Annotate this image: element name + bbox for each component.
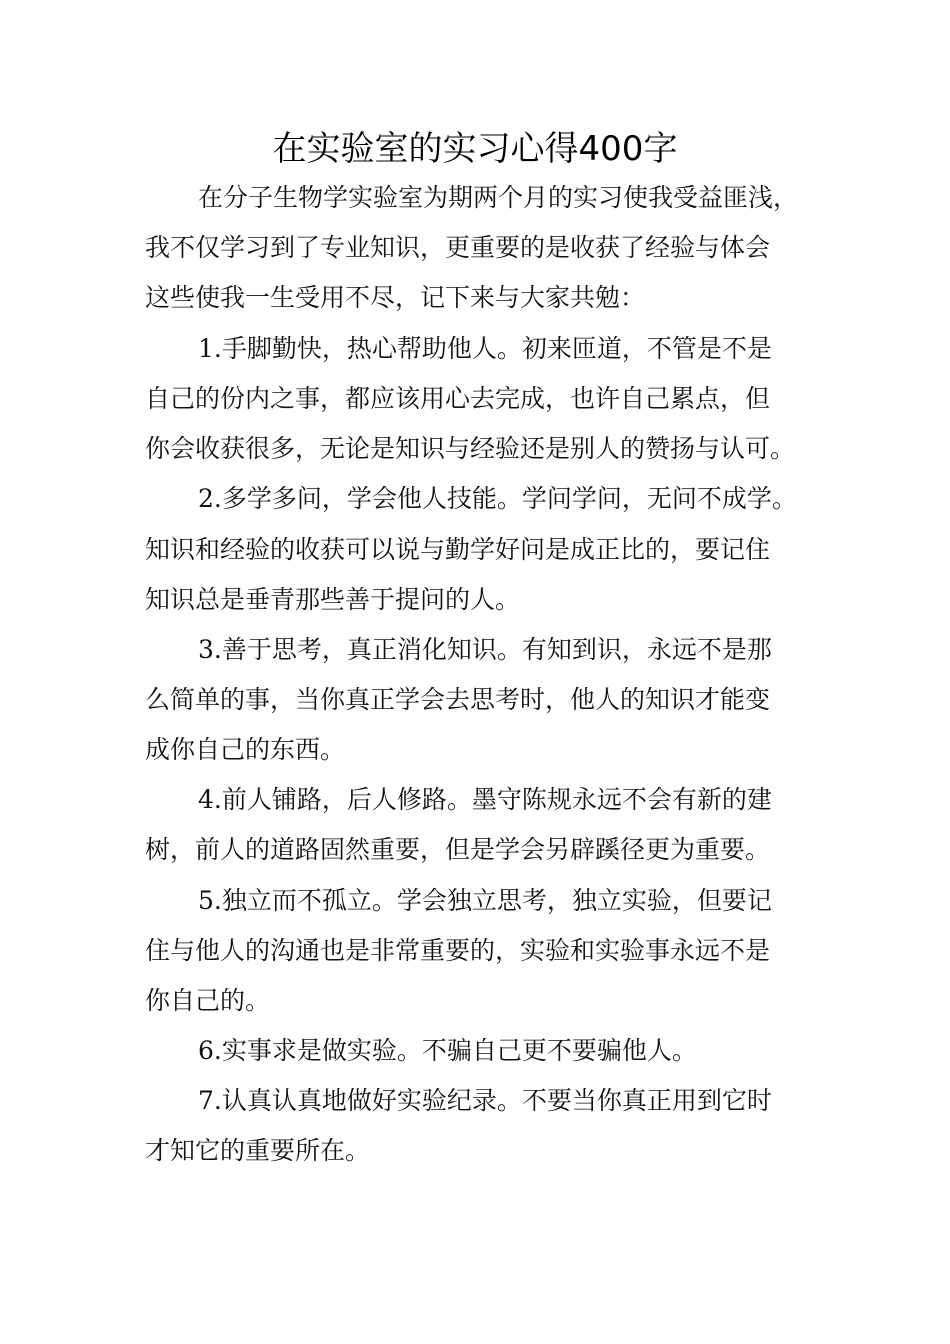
text-line: 住与他人的沟通也是非常重要的，实验和实验事永远不是 <box>145 936 771 965</box>
text-line: 1.手脚勤快，热心帮助他人。初来匝道，不管是不是 <box>198 334 772 363</box>
text-line: 知识和经验的收获可以说与勤学好问是成正比的，要记住 <box>145 535 771 564</box>
text-line: 知识总是垂青那些善于提问的人。 <box>145 585 521 614</box>
text-line: 3.善于思考，真正消化知识。有知到识，永远不是那 <box>198 635 772 664</box>
text-line: 你自己的。 <box>145 986 271 1015</box>
text-line: 在分子生物学实验室为期两个月的实习使我受益匪浅， <box>198 183 799 212</box>
text-line: 么简单的事，当你真正学会去思考时，他人的知识才能变 <box>145 685 771 714</box>
document-title: 在实验室的实习心得400字 <box>272 129 678 169</box>
text-line: 6.实事求是做实验。不骗自己更不要骗他人。 <box>198 1036 697 1065</box>
text-line: 4.前人铺路，后人修路。墨守陈规永远不会有新的建 <box>198 785 772 814</box>
text-line: 成你自己的东西。 <box>145 735 346 764</box>
text-line: 自己的份内之事，都应该用心去完成，也许自己累点，但 <box>145 384 771 413</box>
text-line: 7.认真认真地做好实验纪录。不要当你真正用到它时 <box>198 1086 772 1115</box>
text-line: 你会收获很多，无论是知识与经验还是别人的赞扬与认可。 <box>145 434 796 463</box>
text-line: 这些使我一生受用不尽，记下来与大家共勉： <box>145 283 646 312</box>
text-line: 才知它的重要所在。 <box>145 1136 371 1165</box>
text-line: 树，前人的道路固然重要，但是学会另辟蹊径更为重要。 <box>145 835 771 864</box>
text-line: 5.独立而不孤立。学会独立思考，独立实验，但要记 <box>198 886 772 915</box>
text-line: 2.多学多问，学会他人技能。学问学问，无问不成学。 <box>198 484 797 513</box>
text-line: 我不仅学习到了专业知识，更重要的是收获了经验与体会 <box>145 233 771 262</box>
